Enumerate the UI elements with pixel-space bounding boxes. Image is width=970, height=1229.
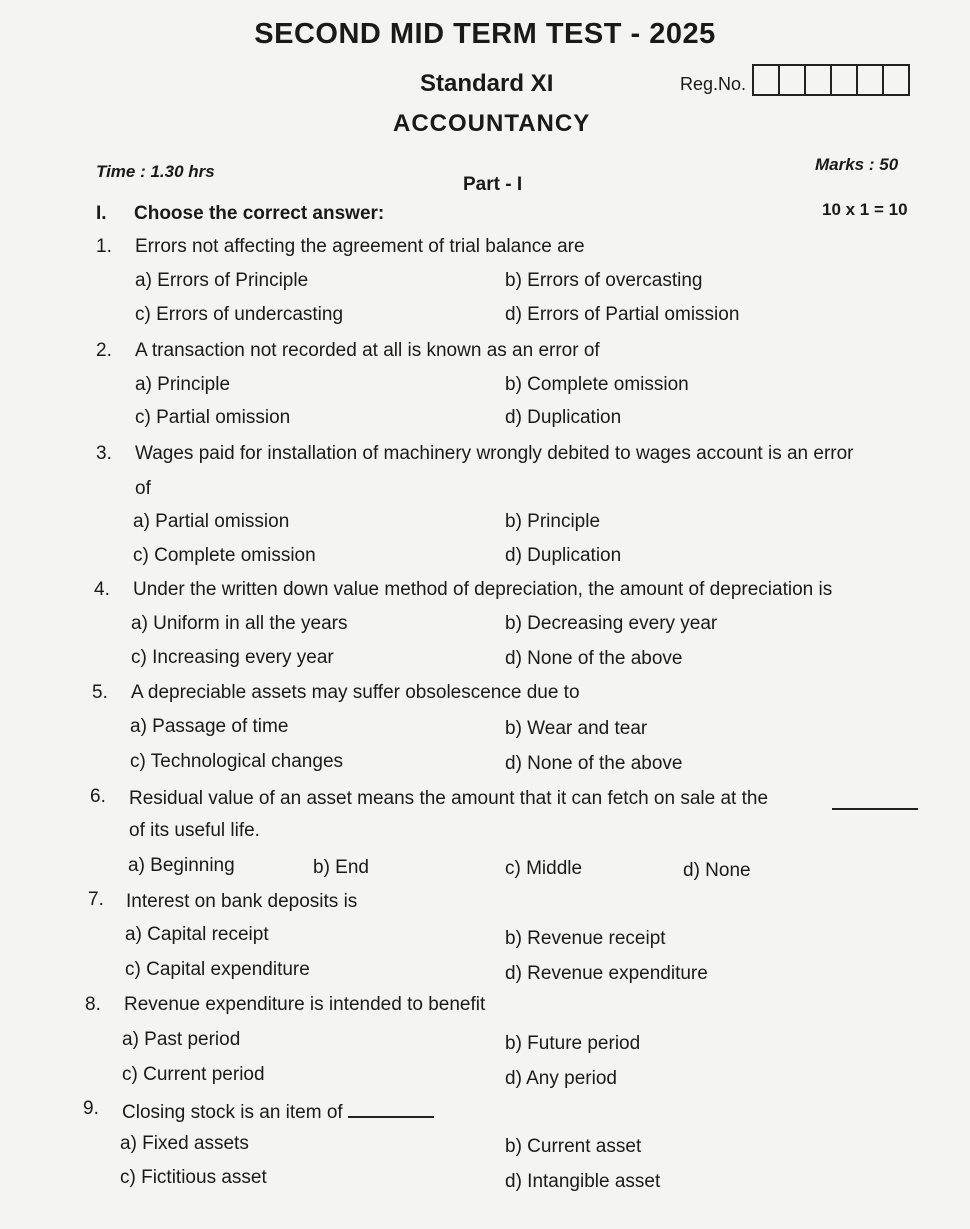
reg-no-cell — [884, 66, 908, 94]
option-b: b) End — [313, 857, 369, 878]
fill-in-blank — [832, 808, 918, 810]
question-text: Interest on bank deposits is — [126, 891, 358, 912]
option-b: b) Future period — [505, 1033, 641, 1054]
question-number: 5. — [92, 682, 108, 703]
section-number: I. — [96, 203, 107, 224]
question-number: 1. — [96, 236, 112, 257]
option-b: b) Errors of overcasting — [505, 270, 703, 291]
option-b: b) Principle — [505, 511, 601, 532]
option-b: b) Wear and tear — [505, 718, 648, 739]
option-c: c) Fictitious asset — [120, 1167, 267, 1188]
question-number: 2. — [96, 340, 112, 361]
option-c: c) Middle — [505, 858, 583, 879]
question-text: Revenue expenditure is intended to benefit — [124, 994, 486, 1015]
question-number: 9. — [83, 1098, 99, 1119]
question-number: 6. — [90, 786, 106, 807]
option-d: d) None of the above — [505, 753, 683, 774]
option-a: a) Capital receipt — [125, 924, 269, 945]
question-text — [122, 1098, 434, 1124]
question-text-continued: of its useful life. — [129, 820, 260, 841]
option-c: c) Errors of undercasting — [135, 304, 344, 325]
option-a: a) Past period — [122, 1029, 241, 1050]
option-a: a) Partial omission — [133, 511, 290, 532]
option-d: d) Errors of Partial omission — [505, 304, 740, 325]
option-d: d) Intangible asset — [505, 1171, 661, 1192]
question-text: Under the written down value method of depreciation, the amount of depreciation is — [133, 579, 833, 600]
fill-in-blank — [348, 1098, 434, 1118]
option-a: a) Beginning — [128, 855, 235, 876]
reg-no-boxes — [752, 64, 910, 96]
question-number: 7. — [88, 889, 104, 910]
question-number: 4. — [94, 579, 110, 600]
option-a: a) Principle — [135, 374, 231, 395]
option-a: a) Errors of Principle — [135, 270, 309, 291]
option-c: c) Technological changes — [130, 751, 344, 772]
subject-title: ACCOUNTANCY — [393, 110, 591, 137]
option-d: d) None — [683, 860, 751, 881]
option-d: d) None of the above — [505, 648, 683, 669]
standard-label: Standard XI — [420, 70, 554, 97]
option-d: d) Any period — [505, 1068, 617, 1089]
option-b: b) Complete omission — [505, 374, 689, 395]
reg-no-label: Reg.No. — [680, 74, 747, 94]
question-text: A transaction not recorded at all is known as an error of — [135, 340, 600, 361]
option-c: c) Capital expenditure — [125, 959, 310, 980]
exam-title: SECOND MID TERM TEST - 2025 — [254, 18, 716, 50]
option-a: a) Fixed assets — [120, 1133, 249, 1154]
question-text: Wages paid for installation of machinery wrongly debited to wages account is an error — [135, 443, 854, 464]
question-text: A depreciable assets may suffer obsolescence due to — [131, 682, 580, 703]
option-b: b) Revenue receipt — [505, 928, 666, 949]
option-b: b) Decreasing every year — [505, 613, 718, 634]
option-d: d) Duplication — [505, 407, 622, 428]
section-instruction: Choose the correct answer: — [134, 203, 385, 224]
reg-no-cell — [858, 66, 884, 94]
option-d: d) Revenue expenditure — [505, 963, 708, 984]
question-number: 3. — [96, 443, 112, 464]
option-b: b) Current asset — [505, 1136, 642, 1157]
marks-scheme: 10 x 1 = 10 — [822, 200, 908, 219]
option-c: c) Complete omission — [133, 545, 316, 566]
question-text-label: Closing stock is an item of — [122, 1102, 343, 1123]
question-text: Residual value of an asset means the amount that it can fetch on sale at the — [129, 788, 769, 809]
question-number: 8. — [85, 994, 101, 1015]
reg-no-cell — [754, 66, 780, 94]
option-c: c) Partial omission — [135, 407, 291, 428]
option-c: c) Increasing every year — [131, 647, 334, 668]
reg-no-cell — [806, 66, 832, 94]
reg-no-cell — [832, 66, 858, 94]
time-label: Time : 1.30 hrs — [96, 162, 215, 181]
reg-no-cell — [780, 66, 806, 94]
option-a: a) Passage of time — [130, 716, 289, 737]
option-a: a) Uniform in all the years — [131, 613, 348, 634]
question-text: Errors not affecting the agreement of trial balance are — [135, 236, 585, 257]
section-heading — [96, 203, 384, 225]
marks-label: Marks : 50 — [815, 155, 899, 174]
option-d: d) Duplication — [505, 545, 622, 566]
question-text-continued: of — [135, 478, 151, 499]
option-c: c) Current period — [122, 1064, 265, 1085]
part-label: Part - I — [463, 174, 523, 195]
